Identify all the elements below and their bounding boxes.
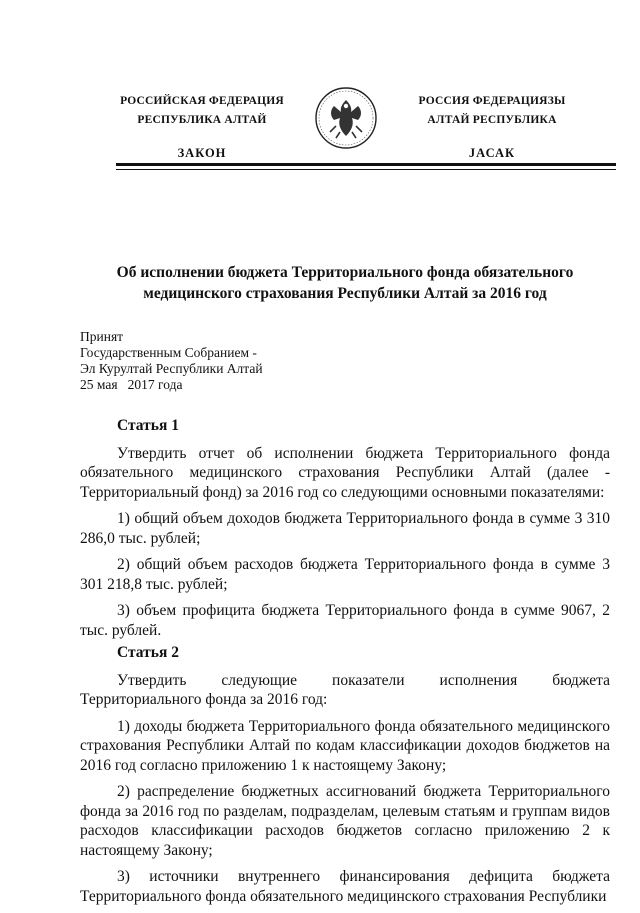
- article-2-item-3: 3) источники внутреннего финансирования дефицита бюджета Территориального фонда обязательного медицинского страхования Республики: [80, 868, 610, 905]
- header-left-block: [112, 92, 292, 163]
- header-right-country: РОССИЯ ФЕДЕРАЦИЯЗЫ: [418, 95, 566, 107]
- document-body: [80, 416, 610, 913]
- coat-of-arms-icon: [314, 86, 378, 150]
- header-left-republic: РЕСПУБЛИКА АЛТАЙ: [137, 114, 267, 126]
- article-2-heading: Статья 2: [117, 644, 179, 661]
- adoption-line-2: Государственным Собранием -: [80, 345, 257, 360]
- article-1-heading: Статья 1: [117, 417, 179, 434]
- adoption-line-3: Эл Курултай Республики Алтай: [80, 361, 263, 376]
- article-1-item-2: 2) общий объем расходов бюджета Территориального фонда в сумме 3 301 218,8 тыс. рублей;: [80, 556, 610, 593]
- article-1-intro: Утвердить отчет об исполнении бюджета Территориального фонда обязательного медицинского страхования Республики Алтай (далее - Территориальный фонд) за 2016 год со следующими основными показателями:: [80, 444, 610, 501]
- title-line-1: Об исполнении бюджета Территориального фонда обязательного: [116, 264, 574, 281]
- article-2-item-2: 2) распределение бюджетных ассигнований бюджета Территориального фонда за 2016 год по разделам, подразделам, целевым статьям и группам видов расходов классификации расходов бюджетов согласно приложению 2 к настоящему Закону;: [80, 783, 610, 859]
- article-2-item-1: 1) доходы бюджета Территориального фонда обязательного медицинского страхования Республики Алтай по кодам классификации доходов бюджетов на 2016 год согласно приложению 1 к настоящему Закону;: [80, 717, 610, 774]
- header-right-block: [402, 92, 582, 163]
- article-1-item-1: 1) общий объем доходов бюджета Территориального фонда в сумме 3 310 286,0 тыс. рублей;: [80, 510, 610, 547]
- adoption-date: 25 мая 2017 года: [80, 377, 183, 392]
- header-right-republic: АЛТАЙ РЕСПУБЛИКА: [427, 114, 557, 126]
- header-left-country: РОССИЙСКАЯ ФЕДЕРАЦИЯ: [120, 95, 284, 107]
- document-title: [80, 262, 610, 304]
- header-divider-thin: [116, 169, 616, 170]
- adoption-line-1: Принят: [80, 329, 124, 344]
- adoption-note: [80, 329, 263, 393]
- title-line-2: медицинского страхования Республики Алтай за 2016 год: [143, 285, 547, 302]
- header-left-law: ЗАКОН: [177, 146, 227, 160]
- article-1-item-3: 3) объем профицита бюджета Территориального фонда в сумме 9067, 2 тыс. рублей.: [80, 602, 610, 639]
- header-right-law: ЈАСАК: [468, 146, 516, 160]
- header-divider-thick: [116, 163, 616, 166]
- article-2-intro: Утвердить следующие показатели исполнения бюджета Территориального фонда за 2016 год:: [80, 671, 610, 708]
